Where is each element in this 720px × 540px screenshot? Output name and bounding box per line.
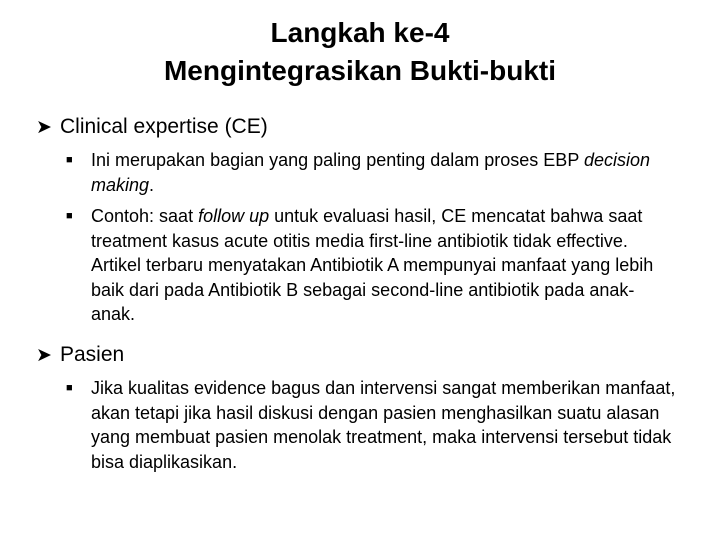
section-heading-clinical-expertise	[36, 114, 268, 141]
section-heading-label: Clinical expertise (CE)	[60, 115, 268, 138]
section-heading-pasien	[36, 342, 124, 369]
bullet-item	[66, 148, 676, 197]
bullet-text	[91, 148, 676, 197]
square-bullet-icon: ■	[66, 210, 73, 222]
title-line-2: Mengintegrasikan Bukti-bukti	[163, 55, 557, 86]
bullet-text-italic: follow up	[198, 206, 270, 226]
square-bullet-icon: ■	[66, 382, 73, 394]
section-heading-label: Pasien	[60, 343, 125, 366]
bullet-text	[91, 376, 676, 474]
bullet-text-italic: decision making	[91, 150, 651, 195]
bullet-text-part: untuk evaluasi hasil, CE mencatat bahwa saat treatment kasus acute otitis media first-line antibiotik tidak effective. Artikel terbaru menyatakan Antibiotik A mempunyai manfaat yang lebih baik dari pada Antibiotik B sebagai second-line antibiotik pada anak-anak.	[91, 206, 654, 324]
square-bullet-icon: ■	[66, 154, 73, 166]
bullet-item	[66, 204, 676, 327]
arrow-bullet-icon: ➤	[36, 345, 52, 366]
bullet-item	[66, 376, 676, 474]
bullet-text-part: Ini merupakan bagian yang paling penting dalam proses EBP	[91, 150, 584, 170]
bullet-text	[91, 204, 676, 327]
title-line-1: Langkah ke-4	[270, 17, 450, 48]
bullet-text-part: Jika kualitas evidence bagus dan intervensi sangat memberikan manfaat, akan tetapi jika hasil diskusi dengan pasien menghasilkan suatu alasan yang membuat pasien menolak treatment, maka intervensi tersebut tidak bisa diaplikasikan.	[91, 378, 676, 472]
bullet-text-part: .	[149, 174, 155, 195]
bullet-text-part: Contoh: saat	[91, 206, 199, 226]
arrow-bullet-icon: ➤	[36, 117, 52, 138]
slide-title	[40, 14, 680, 90]
